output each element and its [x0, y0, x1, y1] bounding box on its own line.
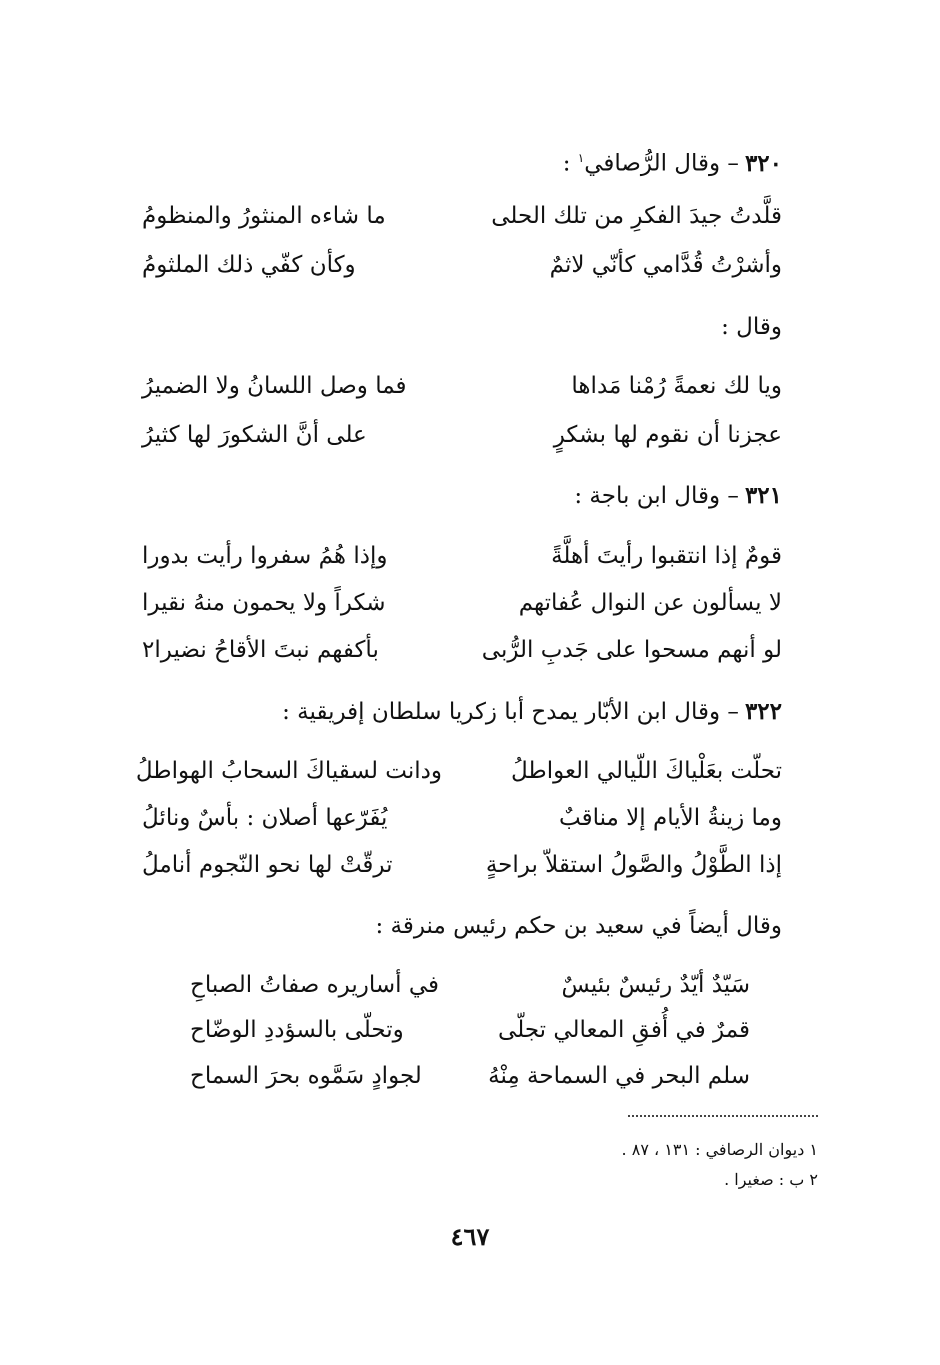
verse-line [190, 1015, 750, 1045]
first-hemistich: ويا لك نعمةً رُمْنا مَداها [571, 373, 782, 399]
second-hemistich: وإذا هُمُ سفروا رأيت بدورا [142, 543, 388, 569]
first-hemistich: وأشرْتُ قُدَّامي كأنّي لاثمٌ [549, 252, 782, 278]
second-hemistich: ودانت لسقياكَ السحابُ الهواطلُ [135, 758, 442, 784]
second-hemistich: ترقّتْ لها نحو النّجوم أناملُ [142, 852, 393, 878]
first-hemistich: قلَّدتُ جيدَ الفكرِ من تلك الحلى [491, 203, 782, 229]
section-heading [142, 911, 782, 941]
second-hemistich: وتحلّى بالسؤددِ الوضّاح [190, 1017, 404, 1043]
first-hemistich: تحلّت بعَلْياكَ اللّيالي العواطلُ [510, 758, 782, 784]
heading-text: – وقال الرُّصافي [584, 150, 739, 177]
verse-line [142, 541, 782, 571]
footnote-marker: ١ [577, 151, 585, 165]
first-hemistich: لا يسألون عن النوال عُفاتهم [518, 590, 782, 616]
first-hemistich: إذا الطَّوْلُ والصَّولُ استقلاّ براحةٍ [485, 852, 782, 878]
verse-line [135, 756, 782, 786]
verse-line [190, 970, 750, 1000]
section-heading [142, 481, 782, 511]
section-number: ٣٢٢ [744, 698, 782, 725]
section-heading [142, 143, 782, 179]
verse-line [190, 1061, 750, 1091]
heading-text: – وقال ابن الأبّار يمدح أبا زكريا سلطان إفريقية : [282, 699, 739, 725]
second-hemistich: يُفَرّعها أصلان : بأسٌ ونائلُ [142, 805, 388, 831]
heading-text: وقال أيضاً في سعيد بن حكم رئيس منرقة : [375, 913, 782, 939]
footnote: ١ ديوان الرصافي : ١٣١ ، ٨٧ . [621, 1140, 818, 1159]
verse-line [142, 850, 782, 880]
heading-colon: : [562, 150, 578, 177]
first-hemistich: عجزنا أن نقوم لها بشكرٍ [553, 422, 782, 448]
footnote-separator [628, 1115, 818, 1117]
second-hemistich: في أساريره صفاتُ الصباحِ [190, 972, 439, 998]
second-hemistich: ما شاءه المنثورُ والمنظومُ [142, 203, 386, 229]
heading-text: – وقال ابن باجة : [574, 483, 739, 509]
page-number: ٤٦٧ [450, 1222, 490, 1251]
verse-line [142, 588, 782, 618]
section-heading [142, 697, 782, 727]
verse-line [142, 201, 782, 231]
first-hemistich: لو أنهم مسحوا على جَدبِ الرُّبى [481, 637, 782, 663]
footnote: ٢ ب : صغيرا . [724, 1170, 818, 1189]
first-hemistich: وما زينةُ الأيام إلا مناقبٌ [559, 805, 782, 831]
heading-text: وقال : [721, 314, 782, 340]
verse-line [142, 371, 782, 401]
second-hemistich: وكأن كفّي ذلك الملثومُ [142, 252, 356, 278]
verse-line [142, 250, 782, 280]
second-hemistich: شكراً ولا يحمون منهُ نقيرا [142, 590, 386, 616]
second-hemistich: لجوادٍ سَمَّوه بحرَ السماح [190, 1063, 422, 1089]
section-number: ٣٢٠ [744, 149, 782, 177]
first-hemistich: سَيّدٌ أيّدٌ رئيسٌ بئيسٌ [561, 972, 750, 998]
first-hemistich: قمرٌ في أُفقِ المعالي تجلّى [498, 1017, 750, 1043]
section-number: ٣٢١ [744, 482, 782, 509]
verse-line [142, 635, 782, 665]
first-hemistich: قومٌ إذا انتقبوا رأيتَ أهلَّةً [551, 543, 782, 569]
first-hemistich: سلم البحر في السماحة مِنْهُ [488, 1063, 750, 1089]
second-hemistich: فما وصل اللسانُ ولا الضميرُ [142, 373, 407, 399]
section-heading [142, 312, 782, 342]
verse-line [142, 803, 782, 833]
second-hemistich: على أنَّ الشكورَ لها كثيرُ [142, 422, 367, 448]
second-hemistich: بأكفهم نبتَ الأقاحُ نضيرا٢ [142, 637, 379, 663]
verse-line [142, 420, 782, 450]
